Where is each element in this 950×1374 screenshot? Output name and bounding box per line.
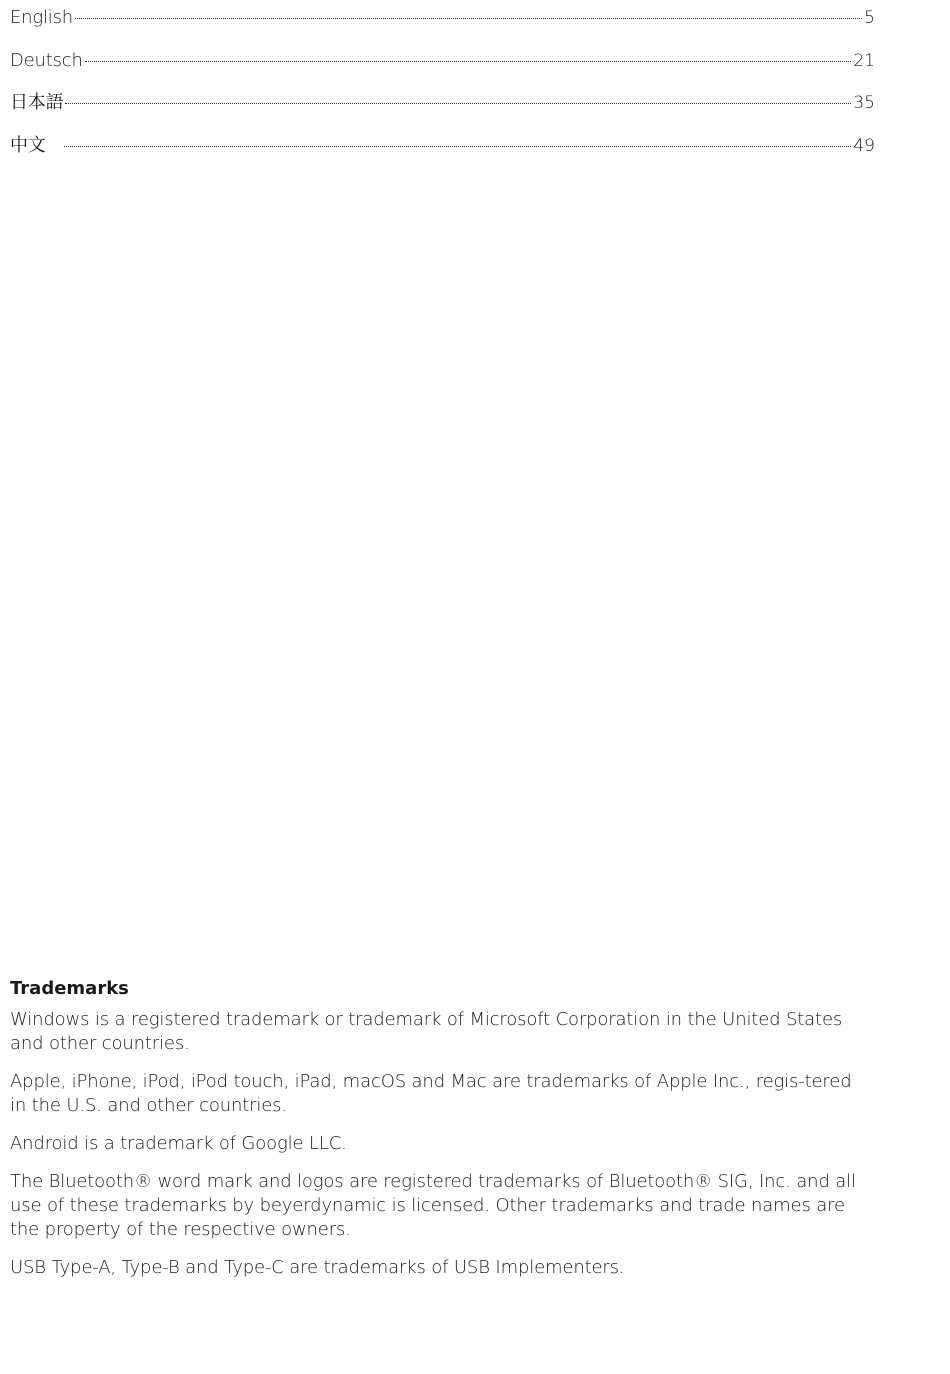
trademark-paragraph: Windows is a registered trademark or trademark of Microsoft Corporation in the United States and other countries. [10,1009,843,1054]
trademark-paragraph: USB Type-A, Type-B and Type-C are trademarks of USB Implementers. [10,1257,625,1278]
toc-entry-page: 35 [853,93,875,113]
toc-entry-japanese[interactable] [10,91,875,134]
trademark-paragraph: Android is a trademark of Google LLC. [10,1133,347,1154]
table-of-contents [10,6,875,176]
trademark-paragraph: Apple, iPhone, iPod, iPod touch, iPad, macOS and Mac are trademarks of Apple Inc., regis-tered in the U.S. and other countries. [10,1071,852,1116]
toc-entry-label: 中文 [10,134,46,156]
toc-entry-page: 49 [853,135,875,156]
trademarks-heading: Trademarks [10,978,129,999]
toc-entry-chinese[interactable] [10,134,875,177]
toc-entry-label: Deutsch [10,49,83,71]
toc-entry-deutsch[interactable] [10,49,875,92]
toc-dot-leader [85,61,852,62]
trademark-paragraph: The Bluetooth® word mark and logos are registered trademarks of Bluetooth® SIG, Inc. and all use of these trademarks by beyerdynamic is licensed. Other trademarks and trade names are the property of the respective owners. [10,1171,856,1240]
toc-dot-leader [64,146,852,147]
toc-dot-leader [75,18,862,19]
toc-dot-leader [65,103,851,104]
toc-entry-label: English [10,7,73,28]
toc-entry-english[interactable] [10,6,875,49]
toc-entry-page: 21 [853,50,875,71]
trademarks-section [10,976,870,1294]
toc-entry-page: 5 [864,8,875,28]
toc-entry-label: 日本語 [10,92,64,113]
